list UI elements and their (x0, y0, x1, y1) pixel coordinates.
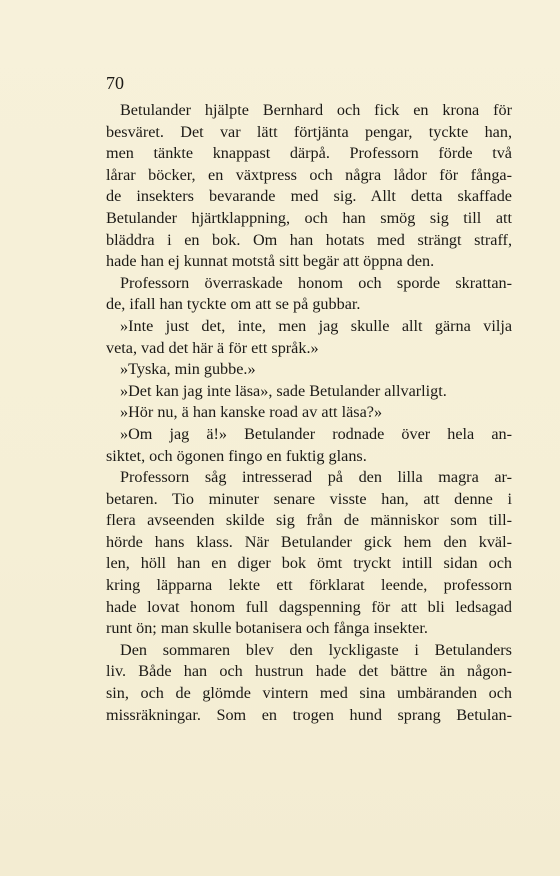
page-number: 70 (106, 73, 124, 93)
paragraph (106, 316, 512, 359)
text-line: »Hör nu, ä han kanske road av att läsa?» (120, 403, 383, 422)
text-line: »Tyska, min gubbe.» (120, 360, 256, 379)
text-line: veta, vad det här ä för ett språk.» (106, 338, 319, 357)
text-line: kring läpparna lekte ett förklarat leende, professorn (106, 576, 512, 595)
paragraph (106, 467, 512, 640)
text-line: siktet, och ögonen fingo en fuktig glans. (106, 446, 367, 465)
text-line: missräkningar. Som en trogen hund sprang Betulan- (106, 705, 512, 724)
text-line: sin, och de glömde vintern med sina umbäranden och (106, 684, 512, 703)
paragraph (106, 359, 512, 381)
text-line: men tänkte knappast därpå. Professorn förde två (106, 144, 512, 163)
text-line: »Inte just det, inte, men jag skulle allt gärna vilja (120, 316, 512, 335)
text-line: Den sommaren blev den lyckligaste i Betulanders (120, 640, 512, 659)
text-line: Betulander hjärtklappning, och han smög sig till att (106, 208, 512, 227)
text-line: »Det kan jag inte läsa», sade Betulander allvarligt. (120, 381, 447, 400)
text-line: Professorn överraskade honom och sporde skrattan- (120, 273, 512, 292)
text-line: liv. Både han och hustrun hade det bättre än någon- (106, 662, 512, 681)
body-text (106, 100, 512, 726)
text-line: runt ön; man skulle botanisera och fånga insekter. (106, 619, 428, 638)
paragraph (106, 273, 512, 316)
text-line: hade lovat honom full dagspenning för att bli ledsagad (106, 597, 512, 616)
text-line: Betulander hjälpte Bernhard och fick en krona för (120, 101, 512, 119)
paragraph (106, 640, 512, 726)
text-line: lårar böcker, en växtpress och några lådor för fånga- (106, 165, 512, 184)
text-line: »Om jag ä!» Betulander rodnade över hela an- (120, 424, 512, 443)
paragraph (106, 100, 512, 273)
text-line: hörde hans klass. När Betulander gick hem den kväl- (106, 532, 512, 551)
paragraph (106, 424, 512, 467)
text-line: len, höll han en diger bok ömt tryckt intill sidan och (106, 554, 512, 573)
text-line: Professorn såg intresserad på den lilla magra ar- (120, 468, 512, 487)
text-line: hade han ej kunnat motstå sitt begär att öppna den. (106, 252, 435, 271)
text-line: de, ifall han tyckte om att se på gubbar. (106, 295, 361, 314)
text-line: de insekters bevarande med sig. Allt detta skaffade (106, 187, 512, 206)
paragraph (106, 402, 512, 424)
paragraph (106, 381, 512, 403)
text-line: bläddra i en bok. Om han hotats med strängt straff, (106, 230, 512, 249)
text-line: flera avseenden skilde sig från de människor som till- (106, 511, 512, 530)
text-line: betaren. Tio minuter senare visste han, att denne i (106, 489, 512, 508)
text-line: besväret. Det var lätt förtjänta pengar, tyckte han, (106, 122, 512, 141)
